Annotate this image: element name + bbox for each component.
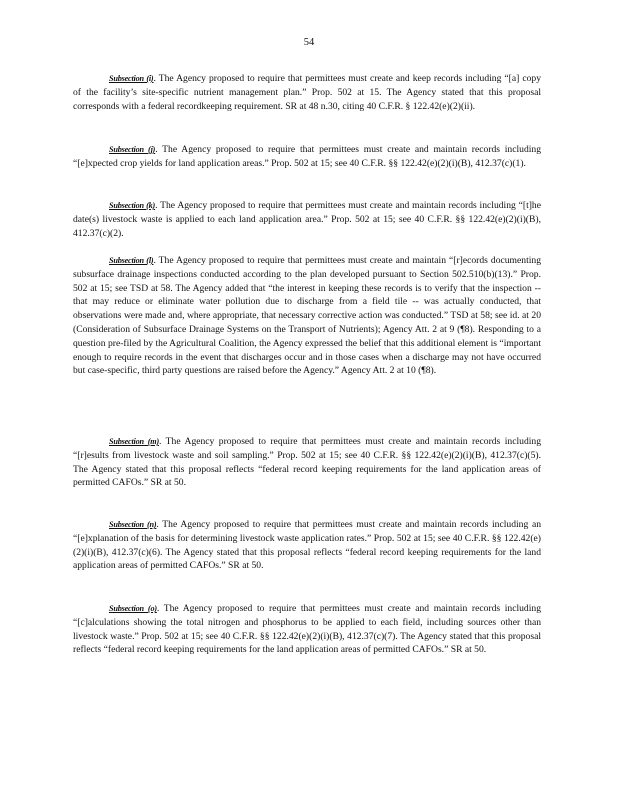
paragraph-subsection-o: [73, 602, 541, 657]
paragraph-subsection-i: [73, 72, 541, 113]
subsection-label: Subsection (i): [109, 74, 154, 83]
paragraph-subsection-l: [73, 254, 541, 378]
paragraph-text: . The Agency proposed to require that permittees must create and maintain records including “[c]alculations showing the total nitrogen and phosphorus to be applied to each field, including sources other than livestock waste.” Prop. 502 at 15; see 40 C.F.R. §§ 122.42(e)(2)(i)(B), 412.37(c)(7). The Agency stated that this proposal reflects “federal record keeping requirements for the land application areas of permitted CAFOs.” SR at 50.: [73, 603, 541, 656]
subsection-label: Subsection (m): [109, 437, 159, 446]
paragraph-subsection-m: [73, 435, 541, 490]
paragraph-subsection-k: [73, 199, 541, 240]
paragraph-text: . The Agency proposed to require that permittees must create and maintain records including “[r]esults from livestock waste and soil sampling.” Prop. 502 at 15; see 40 C.F.R. §§ 122.42(e)(2)(i)(B), 412.37(c)(5). The Agency stated that this proposal reflects “federal record keeping requirements for the land application areas of permitted CAFOs.” SR at 50.: [73, 436, 541, 489]
paragraph-text: . The Agency proposed to require that permittees must create and maintain records including “[e]xpected crop yields for land application areas.” Prop. 502 at 15; see 40 C.F.R. §§ 122.42(e)(2)(i)(B), 412.37(c)(1).: [73, 144, 541, 169]
subsection-label: Subsection (o): [109, 604, 157, 613]
subsection-label: Subsection (j): [109, 145, 156, 154]
paragraph-subsection-n: [73, 518, 541, 573]
paragraph-text: . The Agency proposed to require that permittees must create and maintain records including an “[e]xplanation of the basis for determining livestock waste application rates.” Prop. 502 at 15; see 40 C.F.R. §§ 122.42(e)(2)(i)(B), 412.37(c)(6). The Agency stated that this proposal reflects “federal record keeping requirements for the land application areas of permitted CAFOs.” SR at 50.: [73, 519, 541, 572]
paragraph-text: . The Agency proposed to require that permittees must create and keep records including “[a] copy of the facility’s site-specific nutrient management plan.” Prop. 502 at 15. The Agency stated that this proposal corresponds with a federal recordkeeping requirement. SR at 48 n.30, citing 40 C.F.R. § 122.42(e)(2)(ii).: [73, 73, 542, 112]
subsection-label: Subsection (k): [109, 201, 156, 210]
paragraph-text: . The Agency proposed to require that permittees must create and maintain records including “[t]he date(s) livestock waste is applied to each land application area.” Prop. 502 at 15; see 40 C.F.R. §§ 122.42(e)(2)(i)(B), 412.37(c)(2).: [73, 200, 541, 239]
subsection-label: Subsection (n): [109, 520, 157, 529]
page-number: 54: [303, 37, 315, 48]
paragraph-text: . The Agency proposed to require that permittees must create and maintain “[r]ecords documenting subsurface drainage inspections conducted according to the plan developed pursuant to Section 502.510(b)(13).” Prop. 502 at 15; see TSD at 58. The Agency added that “the interest in keeping these records is to verify that the inspection -- that may reduce or eliminate water pollution due to discharge from a field tile -- was actually conducted, that observations were made and, where appropriate, that necessary corrective action was conducted.” TSD at 58; see id. at 20 (Consideration of Subsurface Drainage Systems on the Transport of Nutrients); Agency Att. 2 at 9 (¶8). Responding to a question pre-filed by the Agricultural Coalition, the Agency expressed the belief that this additional element is “important enough to require records in the event that discharges occur and in those cases when a discharge may not have occurred but case-specific, third party questions are raised before the Agency.” Agency Att. 2 at 10 (¶8).: [73, 255, 541, 377]
subsection-label: Subsection (l): [109, 256, 154, 265]
paragraph-subsection-j: [73, 143, 541, 171]
